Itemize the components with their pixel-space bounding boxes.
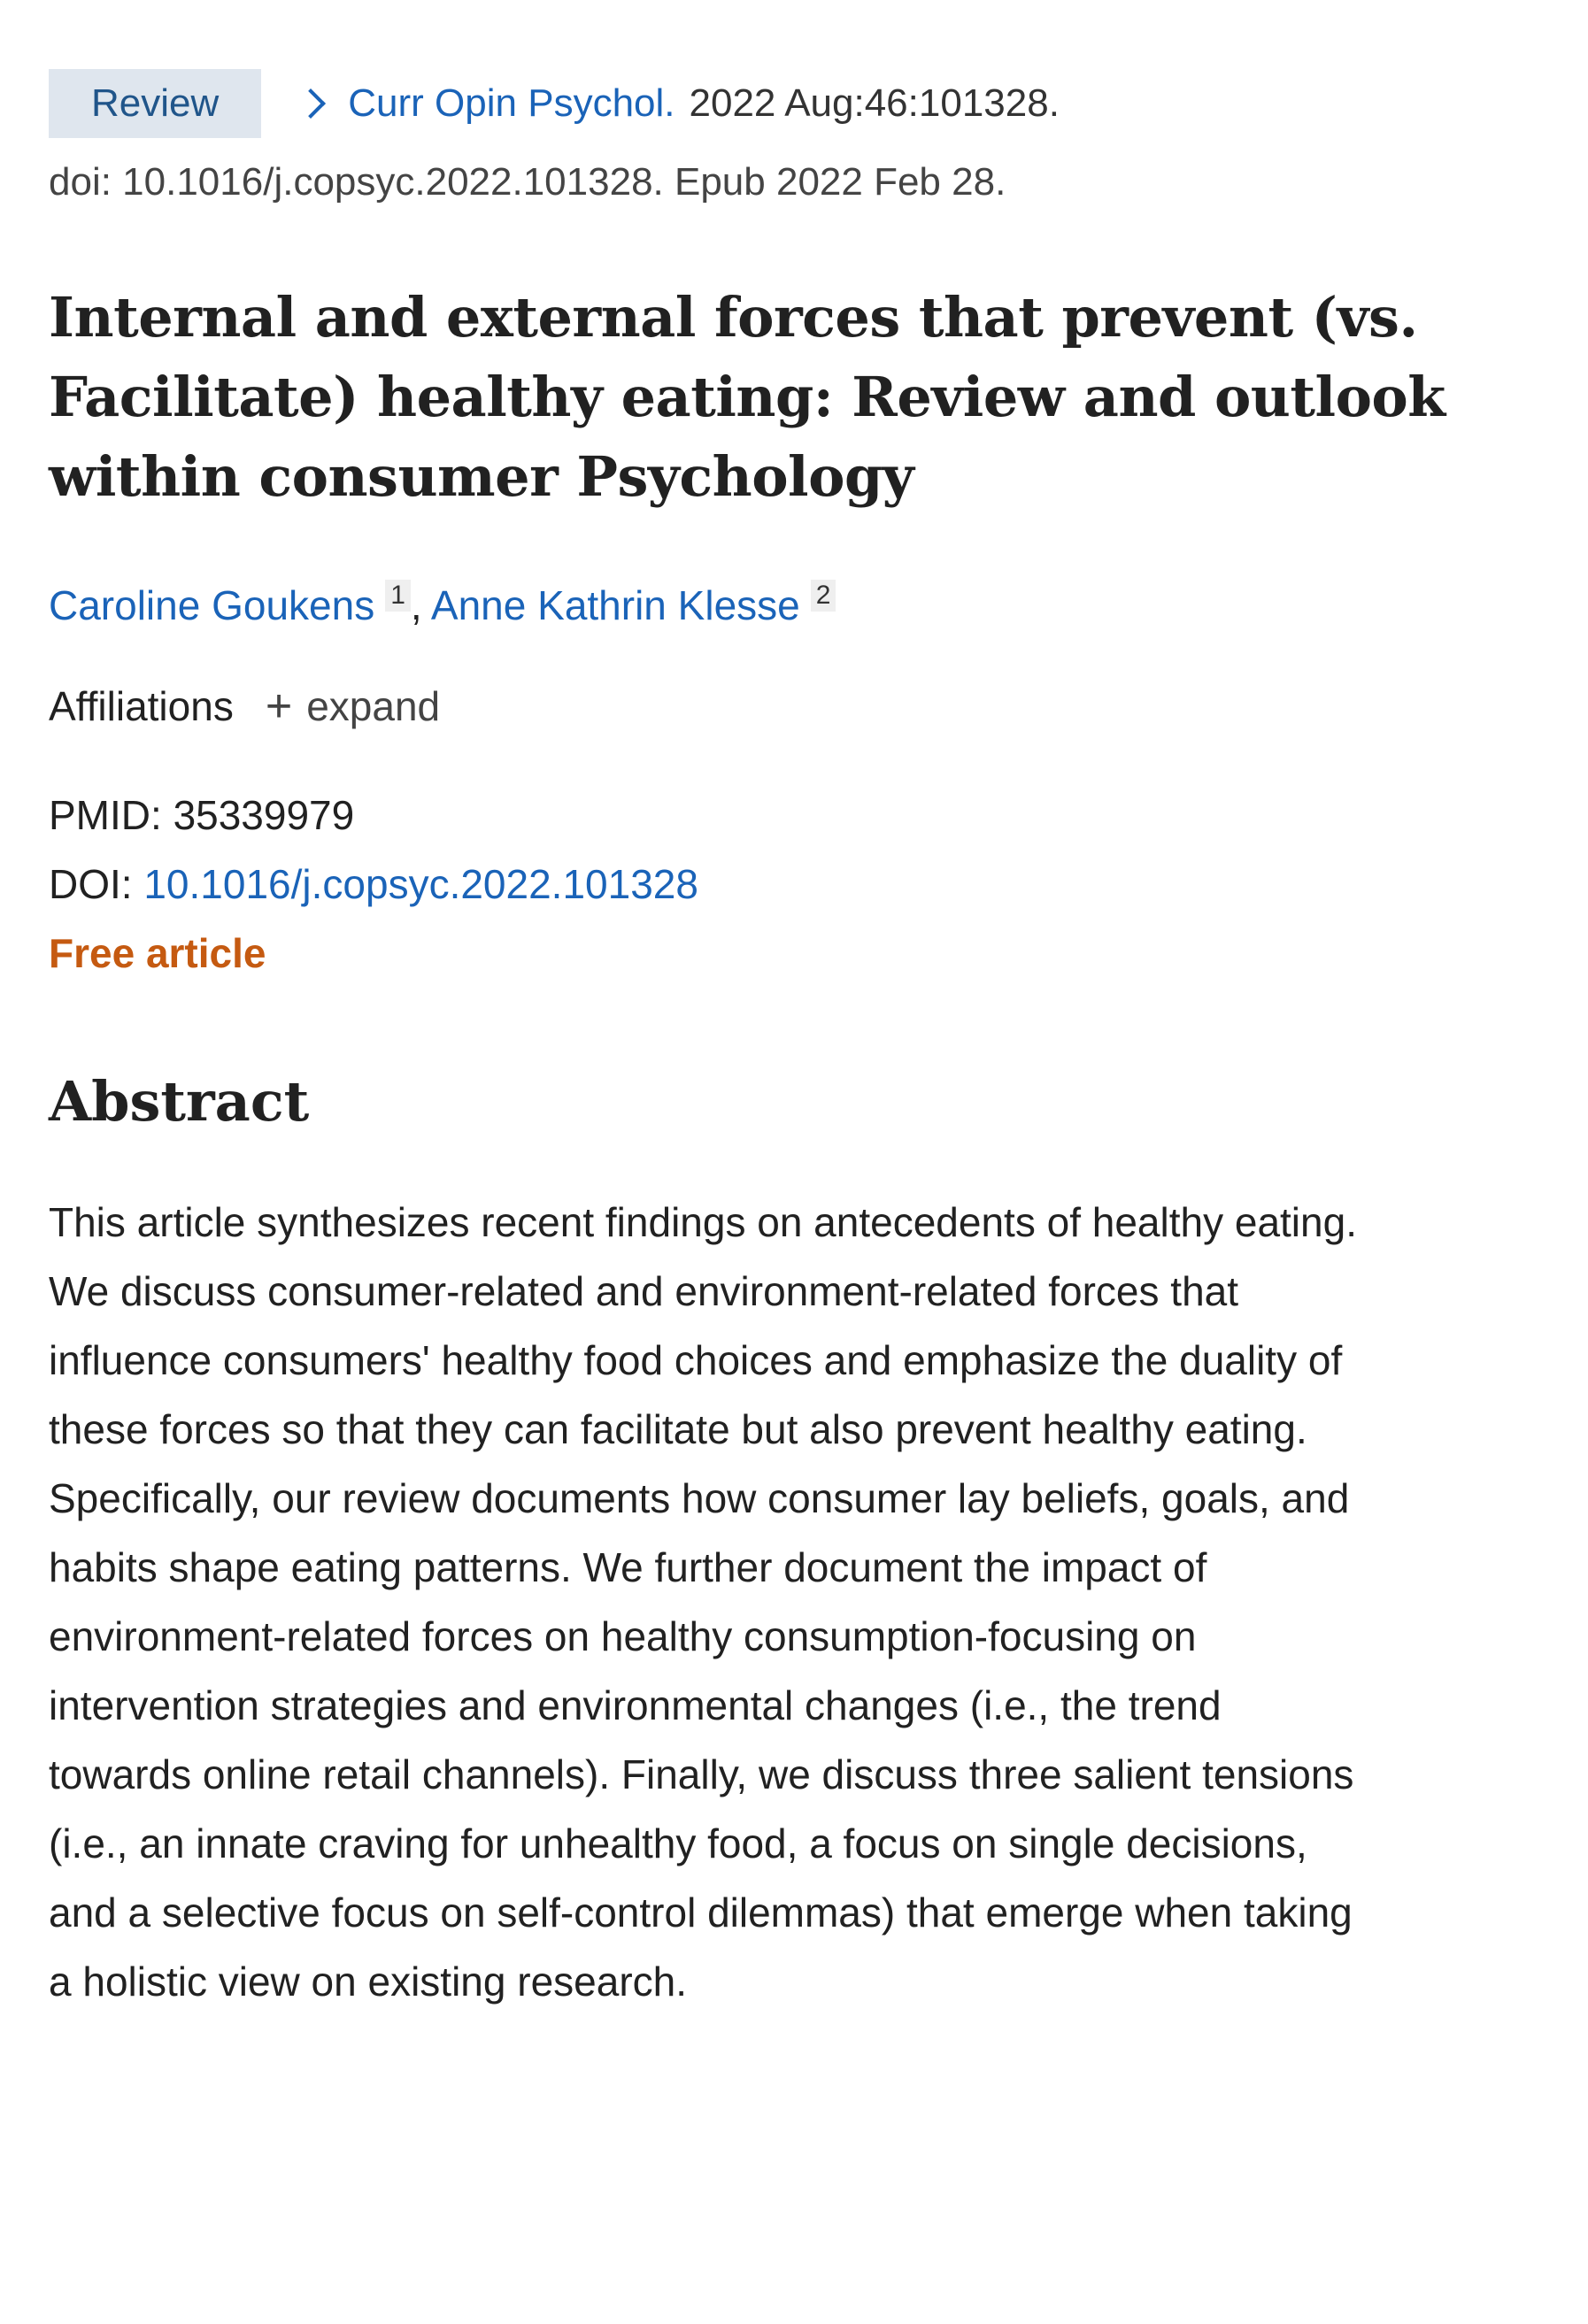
expand-affiliations-button[interactable] — [266, 680, 440, 733]
expand-label: expand — [306, 683, 441, 729]
abstract-line: these forces so that they can facilitate but also prevent healthy eating. — [49, 1406, 1307, 1452]
journal-link[interactable] — [295, 69, 675, 138]
affiliation-superscript[interactable]: 2 — [811, 580, 836, 612]
affiliations-row — [49, 680, 1539, 733]
abstract-line: environment-related forces on healthy consumption-focusing on — [49, 1613, 1197, 1659]
pmid-row — [49, 781, 1539, 850]
abstract-heading: Abstract — [49, 1069, 310, 1134]
article-type-badge: Review — [49, 69, 261, 138]
abstract-line: (i.e., an innate craving for unhealthy food, a focus on single decisions, — [49, 1820, 1307, 1866]
doi-row — [49, 850, 1539, 919]
identifiers — [49, 781, 1539, 988]
doi-epub-line: doi: 10.1016/j.copsyc.2022.101328. Epub 2022 Feb 28. — [49, 160, 1006, 204]
abstract-text — [49, 1188, 1545, 2016]
title-line: Facilitate) healthy eating: Review and outlook — [49, 365, 1445, 429]
author-separator: , — [410, 582, 422, 628]
affiliations-label: Affiliations — [49, 683, 234, 729]
abstract-line: a holistic view on existing research. — [49, 1958, 687, 2005]
doi-label: DOI: — [49, 861, 133, 907]
title-line: Internal and external forces that prevent (vs. — [49, 285, 1418, 350]
author-link[interactable]: Caroline Goukens — [49, 582, 375, 628]
abstract-line: towards online retail channels). Finally, we discuss three salient tensions — [49, 1751, 1354, 1797]
plus-icon: + — [265, 681, 293, 732]
author-list — [49, 579, 1539, 632]
author-link[interactable]: Anne Kathrin Klesse — [430, 582, 800, 628]
pmid-value: 35339979 — [173, 792, 355, 838]
abstract-line: intervention strategies and environmental changes (i.e., the trend — [49, 1682, 1222, 1728]
abstract-line: We discuss consumer-related and environment-related forces that — [49, 1268, 1239, 1314]
journal-details: 2022 Aug:46:101328. — [689, 81, 1060, 125]
pmid-label: PMID: — [49, 792, 162, 838]
title-line: within consumer Psychology — [49, 444, 914, 509]
abstract-line: influence consumers' healthy food choices and emphasize the duality of — [49, 1337, 1343, 1383]
article-title — [49, 278, 1539, 517]
abstract-line: Specifically, our review documents how consumer lay beliefs, goals, and — [49, 1475, 1350, 1521]
journal-name: Curr Opin Psychol. — [348, 81, 675, 125]
affiliation-superscript[interactable]: 1 — [385, 580, 411, 612]
abstract-line: This article synthesizes recent findings on antecedents of healthy eating. — [49, 1199, 1357, 1245]
chevron-right-icon — [296, 88, 326, 119]
free-article-label: Free article — [49, 930, 266, 976]
doi-link[interactable]: 10.1016/j.copsyc.2022.101328 — [143, 861, 698, 907]
abstract-line: habits shape eating patterns. We further document the impact of — [49, 1544, 1207, 1590]
citation-line — [49, 69, 1539, 138]
abstract-line: and a selective focus on self-control dilemmas) that emerge when taking — [49, 1889, 1353, 1935]
